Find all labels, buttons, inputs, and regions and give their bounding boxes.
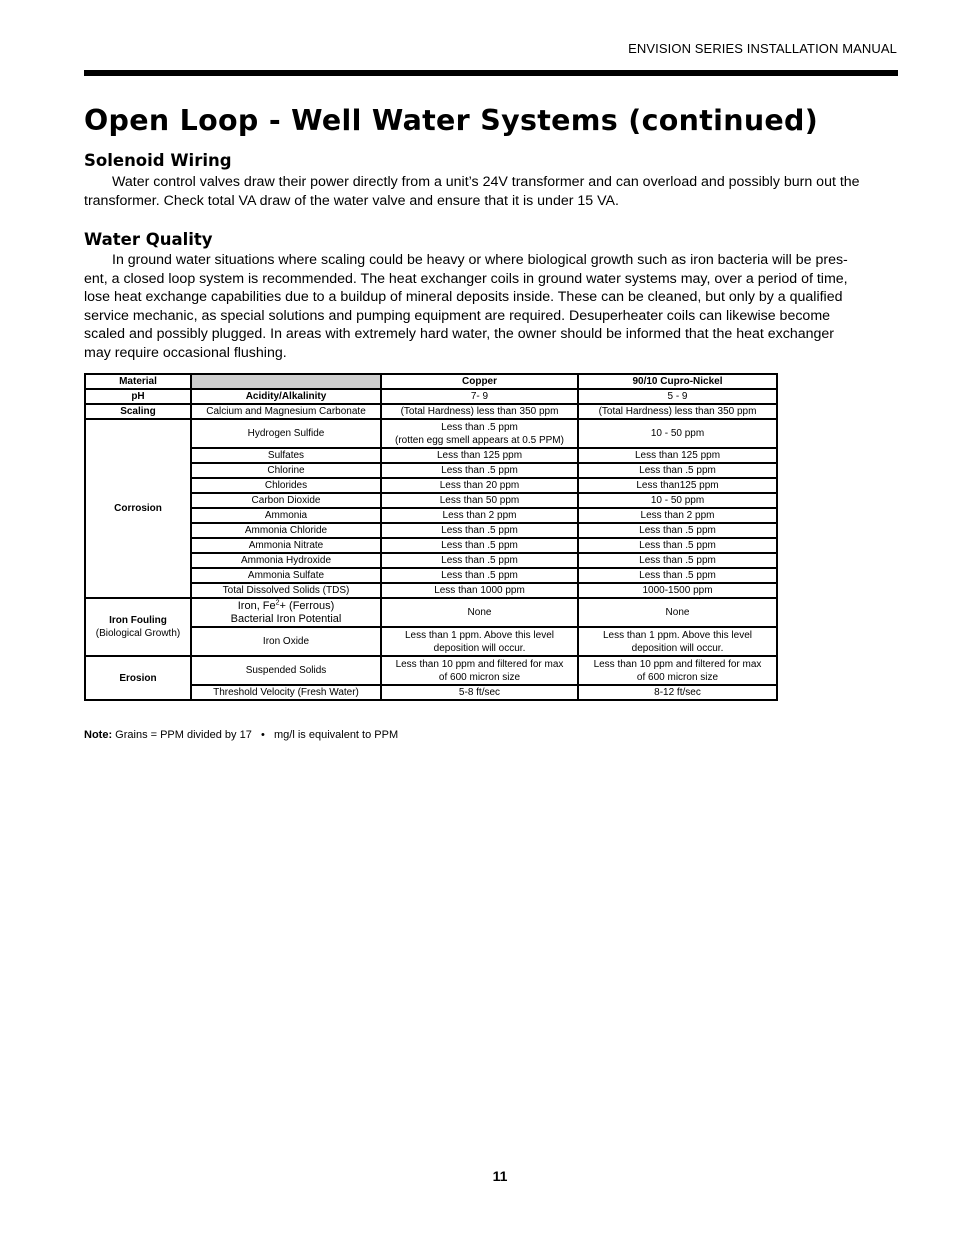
section-heading-solenoid-wiring: Solenoid Wiring: [84, 151, 232, 170]
param-cell: Total Dissolved Solids (TDS): [191, 583, 381, 598]
cell-text: + (Ferrous): [279, 599, 335, 612]
copper-cell: None: [381, 598, 578, 627]
copper-cell: Less than .5 ppm: [381, 553, 578, 568]
page-number: 11: [492, 1168, 508, 1184]
copper-cell: (Total Hardness) less than 350 ppm: [381, 404, 578, 419]
param-cell: Ammonia Sulfate: [191, 568, 381, 583]
water-quality-table: [84, 373, 778, 701]
param-cell: Acidity/Alkalinity: [191, 389, 381, 404]
param-cell: Hydrogen Sulfide: [191, 419, 381, 448]
solenoid-wiring-paragraph: [84, 173, 898, 210]
table-note: [84, 729, 398, 741]
table-row: [85, 404, 777, 419]
paragraph-line: lose heat exchange capabilities due to a buildup of mineral deposits inside. These can be cleaned, but only by a qualified: [84, 289, 843, 306]
cell-line: of 600 micron size: [636, 671, 719, 683]
paragraph-line: may require occasional flushing.: [84, 344, 287, 361]
category-ph: pH: [85, 389, 191, 404]
cell-line: deposition will occur.: [631, 642, 724, 654]
cell-line: Less than 1 ppm. Above this level: [405, 629, 554, 641]
copper-cell: Less than 125 ppm: [381, 448, 578, 463]
copper-cell: Less than .5 ppm: [381, 568, 578, 583]
cupro-cell: Less than .5 ppm: [578, 538, 777, 553]
copper-cell: 7- 9: [381, 389, 578, 404]
cell-line: Less than .5 ppm: [441, 421, 518, 433]
cupro-cell: [578, 627, 777, 656]
category-label: Iron Fouling: [109, 615, 167, 626]
table-row: [85, 389, 777, 404]
param-cell: Iron Oxide: [191, 627, 381, 656]
param-cell: Chlorine: [191, 463, 381, 478]
paragraph-line: In ground water situations where scaling could be heavy or where biological growth such as iron bacteria will be pres-: [112, 252, 848, 268]
water-quality-paragraph: [84, 251, 898, 363]
superscript: 2: [275, 598, 280, 606]
header-copper: Copper: [381, 374, 578, 389]
cell-line: Less than 10 ppm and filtered for max: [395, 658, 564, 670]
note-label: Note:: [84, 729, 113, 741]
category-scaling: Scaling: [85, 404, 191, 419]
copper-cell: Less than .5 ppm: [381, 463, 578, 478]
param-cell: Ammonia Hydroxide: [191, 553, 381, 568]
copper-cell: Less than 2 ppm: [381, 508, 578, 523]
header-cupro-nickel: 90/10 Cupro-Nickel: [578, 374, 777, 389]
copper-cell: [381, 627, 578, 656]
param-cell: Chlorides: [191, 478, 381, 493]
cell-line: Less than 10 ppm and filtered for max: [593, 658, 762, 670]
paragraph-line: service mechanic, as special solutions and pumping equipment are required. Desuperheater coils can likewise become: [84, 307, 831, 324]
cupro-cell: Less than125 ppm: [578, 478, 777, 493]
copper-cell: Less than 20 ppm: [381, 478, 578, 493]
cupro-cell: 1000-1500 ppm: [578, 583, 777, 598]
param-cell: Sulfates: [191, 448, 381, 463]
header-rule: [84, 70, 898, 76]
copper-cell: Less than .5 ppm: [381, 523, 578, 538]
cupro-cell: Less than .5 ppm: [578, 463, 777, 478]
cupro-cell: Less than 2 ppm: [578, 508, 777, 523]
param-cell: Ammonia: [191, 508, 381, 523]
cupro-cell: 10 - 50 ppm: [578, 493, 777, 508]
cupro-cell: 8-12 ft/sec: [578, 685, 777, 700]
copper-cell: Less than 50 ppm: [381, 493, 578, 508]
table-row: [85, 419, 777, 448]
param-cell: Threshold Velocity (Fresh Water): [191, 685, 381, 700]
paragraph-line: scaled and possibly plugged. In areas with extremely hard water, the owner should be informed that the heat exchanger: [84, 326, 835, 343]
table-row: [85, 598, 777, 627]
cell-line: Less than 1 ppm. Above this level: [603, 629, 752, 641]
cell-text: Iron, Fe: [237, 599, 276, 612]
cupro-cell: [578, 656, 777, 685]
cell-line: Bacterial Iron Potential: [230, 612, 342, 625]
cupro-cell: Less than .5 ppm: [578, 568, 777, 583]
cupro-cell: None: [578, 598, 777, 627]
section-heading-water-quality: Water Quality: [84, 230, 213, 249]
param-cell: Calcium and Magnesium Carbonate: [191, 404, 381, 419]
param-cell: Ammonia Chloride: [191, 523, 381, 538]
paragraph-line: transformer. Check total VA draw of the water valve and ensure that it is under 15 VA.: [84, 192, 619, 209]
cupro-cell: Less than 125 ppm: [578, 448, 777, 463]
table-row: [85, 656, 777, 685]
category-corrosion: Corrosion: [85, 419, 191, 598]
cupro-cell: 10 - 50 ppm: [578, 419, 777, 448]
param-cell: Suspended Solids: [191, 656, 381, 685]
copper-cell: [381, 656, 578, 685]
header-blank: [191, 374, 381, 389]
cell-line: (rotten egg smell appears at 0.5 PPM): [395, 434, 564, 446]
note-text: Grains = PPM divided by 17 • mg/l is equivalent to PPM: [112, 729, 399, 741]
param-cell: Ammonia Nitrate: [191, 538, 381, 553]
table-header-row: [85, 374, 777, 389]
header-material: Material: [85, 374, 191, 389]
copper-cell: Less than .5 ppm: [381, 538, 578, 553]
copper-cell: [381, 419, 578, 448]
paragraph-line: ent, a closed loop system is recommended. The heat exchanger coils in ground water systems may, over a period of time,: [84, 270, 848, 287]
cell-line: [194, 600, 378, 613]
category-sublabel: (Biological Growth): [95, 628, 181, 639]
category-erosion: Erosion: [85, 656, 191, 700]
copper-cell: 5-8 ft/sec: [381, 685, 578, 700]
cupro-cell: Less than .5 ppm: [578, 523, 777, 538]
param-cell: Carbon Dioxide: [191, 493, 381, 508]
cupro-cell: Less than .5 ppm: [578, 553, 777, 568]
cell-line: deposition will occur.: [433, 642, 526, 654]
category-iron-fouling: [85, 598, 191, 656]
cupro-cell: 5 - 9: [578, 389, 777, 404]
cell-line: of 600 micron size: [438, 671, 521, 683]
paragraph-line: Water control valves draw their power directly from a unit’s 24V transformer and can overload and possibly burn out the: [112, 174, 860, 190]
param-cell: [191, 598, 381, 627]
manual-title: ENVISION SERIES INSTALLATION MANUAL: [628, 41, 897, 56]
copper-cell: Less than 1000 ppm: [381, 583, 578, 598]
page-title: Open Loop - Well Water Systems (continued): [84, 104, 819, 137]
cupro-cell: (Total Hardness) less than 350 ppm: [578, 404, 777, 419]
